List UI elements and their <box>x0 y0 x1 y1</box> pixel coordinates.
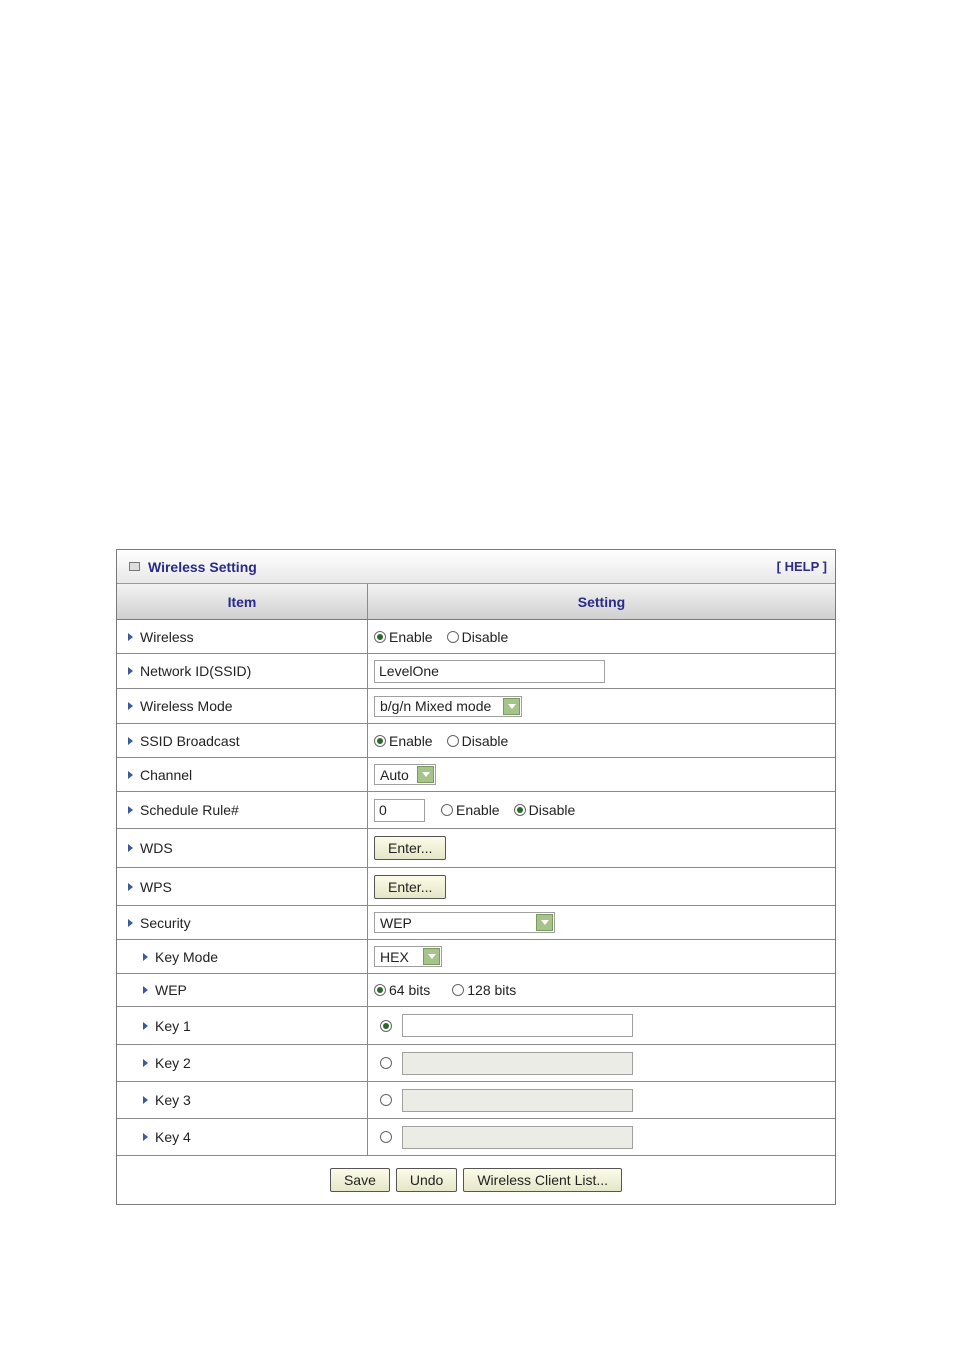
broadcast-disable-label: Disable <box>461 732 509 749</box>
row-keymode-label-cell <box>117 940 368 973</box>
key-2-label: Key 2 <box>155 1055 191 1071</box>
channel-label: Channel <box>140 766 193 783</box>
broadcast-enable-label: Enable <box>389 732 433 749</box>
wireless-enable-group <box>374 629 433 645</box>
triangle-icon <box>143 986 148 994</box>
wps-label: WPS <box>140 878 172 895</box>
key-mode-value: HEX <box>380 948 409 965</box>
row-wireless-label-cell <box>117 620 368 653</box>
row-key3-setting-cell <box>368 1082 835 1118</box>
row-mode-label-cell <box>117 689 368 723</box>
wep-128-label: 128 bits <box>467 982 517 998</box>
row-wds-label-cell <box>117 829 368 867</box>
row-key4-setting-cell <box>368 1119 835 1155</box>
key-3-radio[interactable] <box>380 1094 392 1106</box>
header-setting: Setting <box>577 593 626 610</box>
wireless-client-list-button[interactable]: Wireless Client List... <box>463 1168 622 1192</box>
channel-value: Auto <box>380 766 409 783</box>
row-key4-label-cell <box>117 1119 368 1155</box>
row-schedule-label-cell <box>117 792 368 828</box>
key-4-input[interactable] <box>402 1126 633 1149</box>
wep-128-radio[interactable] <box>452 984 464 996</box>
broadcast-enable-radio[interactable] <box>374 735 386 747</box>
ssid-broadcast-label: SSID Broadcast <box>140 732 240 749</box>
row-ssid-label-cell <box>117 654 368 688</box>
schedule-enable-label: Enable <box>456 802 500 818</box>
triangle-icon <box>143 1022 148 1030</box>
key-4-label: Key 4 <box>155 1129 191 1145</box>
wireless-label: Wireless <box>140 628 194 645</box>
row-wireless-setting-cell <box>368 620 835 653</box>
broadcast-enable-group <box>374 733 433 749</box>
triangle-icon <box>128 883 133 891</box>
row-mode-setting-cell <box>368 689 835 723</box>
triangle-icon <box>128 667 133 675</box>
window-icon <box>129 562 140 571</box>
schedule-rule-label: Schedule Rule# <box>140 802 239 818</box>
row-key-mode <box>117 940 835 974</box>
triangle-icon <box>128 844 133 852</box>
triangle-icon <box>143 1059 148 1067</box>
panel-title-group <box>129 559 257 575</box>
wireless-disable-group <box>447 629 509 645</box>
row-wps <box>117 868 835 906</box>
security-value: WEP <box>380 914 412 931</box>
wep-128-group <box>452 982 516 998</box>
key-2-input[interactable] <box>402 1052 633 1075</box>
row-keymode-setting-cell <box>368 940 835 973</box>
schedule-rule-input[interactable] <box>374 799 425 822</box>
undo-button[interactable]: Undo <box>396 1168 457 1192</box>
schedule-disable-label: Disable <box>528 802 576 818</box>
row-wds <box>117 829 835 868</box>
broadcast-disable-group <box>447 733 509 749</box>
help-link[interactable]: [ HELP ] <box>776 559 827 574</box>
schedule-enable-group <box>441 802 500 818</box>
row-key-1 <box>117 1007 835 1045</box>
key-3-label: Key 3 <box>155 1092 191 1108</box>
wep-64-label: 64 bits <box>389 982 431 998</box>
triangle-icon <box>143 953 148 961</box>
security-select[interactable] <box>374 912 555 933</box>
key-4-radio[interactable] <box>380 1131 392 1143</box>
row-wep-setting-cell <box>368 974 835 1006</box>
row-key-2 <box>117 1045 835 1082</box>
wireless-enable-label: Enable <box>389 628 433 645</box>
wireless-setting-panel <box>116 549 836 1205</box>
broadcast-disable-radio[interactable] <box>447 735 459 747</box>
save-button[interactable]: Save <box>330 1168 390 1192</box>
wireless-disable-label: Disable <box>461 628 509 645</box>
wps-enter-button[interactable]: Enter... <box>374 875 446 899</box>
triangle-icon <box>143 1133 148 1141</box>
wireless-enable-radio[interactable] <box>374 631 386 643</box>
header-item: Item <box>117 584 368 619</box>
row-wireless-mode <box>117 689 835 724</box>
row-key2-setting-cell <box>368 1045 835 1081</box>
row-security-label-cell <box>117 906 368 939</box>
schedule-enable-radio[interactable] <box>441 804 453 816</box>
wireless-mode-value: b/g/n Mixed mode <box>380 698 492 714</box>
row-wps-label-cell <box>117 868 368 905</box>
channel-select[interactable] <box>374 764 436 785</box>
triangle-icon <box>128 702 133 710</box>
wds-enter-button[interactable]: Enter... <box>374 836 446 860</box>
row-security-setting-cell <box>368 906 835 939</box>
table-header <box>117 584 835 620</box>
panel-title: Wireless Setting <box>148 558 257 575</box>
chevron-down-icon[interactable] <box>423 948 440 965</box>
wireless-mode-select[interactable] <box>374 696 522 717</box>
row-ssid-broadcast <box>117 724 835 758</box>
schedule-disable-group <box>514 802 576 818</box>
row-key1-setting-cell <box>368 1007 835 1044</box>
row-ssid <box>117 654 835 689</box>
triangle-icon <box>143 1096 148 1104</box>
chevron-down-icon[interactable] <box>417 766 434 783</box>
row-key-3 <box>117 1082 835 1119</box>
row-schedule-rule <box>117 792 835 829</box>
security-label: Security <box>140 914 191 931</box>
row-broadcast-label-cell <box>117 724 368 757</box>
row-ssid-setting-cell <box>368 654 835 688</box>
wep-label: WEP <box>155 982 187 998</box>
wep-64-group <box>374 982 430 998</box>
triangle-icon <box>128 633 133 641</box>
row-channel-label-cell <box>117 758 368 791</box>
wireless-mode-label: Wireless Mode <box>140 698 233 714</box>
triangle-icon <box>128 919 133 927</box>
row-wireless <box>117 620 835 654</box>
row-key3-label-cell <box>117 1082 368 1118</box>
triangle-icon <box>128 806 133 814</box>
row-key1-label-cell <box>117 1007 368 1044</box>
wds-label: WDS <box>140 840 173 856</box>
row-broadcast-setting-cell <box>368 724 835 757</box>
wireless-disable-radio[interactable] <box>447 631 459 643</box>
schedule-disable-radio[interactable] <box>514 804 526 816</box>
chevron-down-icon[interactable] <box>536 914 553 931</box>
key-2-radio[interactable] <box>380 1057 392 1069</box>
ssid-label: Network ID(SSID) <box>140 663 252 679</box>
key-mode-select[interactable] <box>374 946 442 967</box>
panel-titlebar <box>117 550 835 584</box>
wep-64-radio[interactable] <box>374 984 386 996</box>
row-wep <box>117 974 835 1007</box>
row-key2-label-cell <box>117 1045 368 1081</box>
key-3-input[interactable] <box>402 1089 633 1112</box>
key-1-radio[interactable] <box>380 1020 392 1032</box>
row-channel-setting-cell <box>368 758 835 791</box>
row-key-4 <box>117 1119 835 1156</box>
row-wps-setting-cell <box>368 868 835 905</box>
chevron-down-icon[interactable] <box>503 698 520 715</box>
key-1-label: Key 1 <box>155 1017 191 1034</box>
triangle-icon <box>128 737 133 745</box>
ssid-input[interactable] <box>374 660 605 683</box>
row-security <box>117 906 835 940</box>
key-1-input[interactable] <box>402 1014 633 1037</box>
triangle-icon <box>128 771 133 779</box>
row-wds-setting-cell <box>368 829 835 867</box>
row-wep-label-cell <box>117 974 368 1006</box>
key-mode-label: Key Mode <box>155 948 219 965</box>
row-channel <box>117 758 835 792</box>
footer-actions <box>117 1156 835 1204</box>
row-schedule-setting-cell <box>368 792 835 828</box>
